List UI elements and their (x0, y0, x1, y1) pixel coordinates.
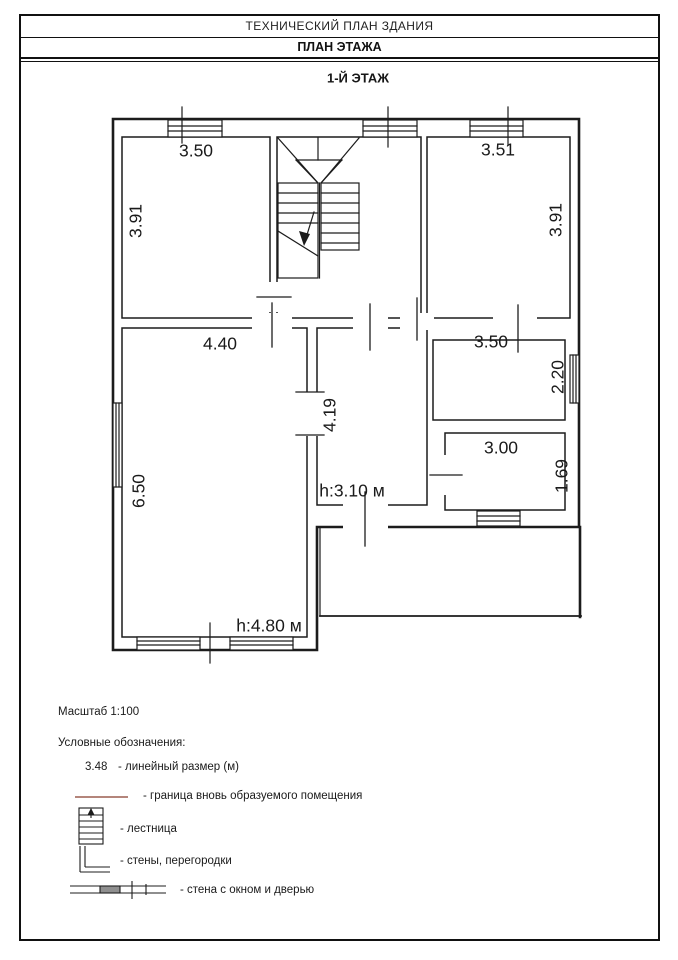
sheet-title: ПЛАН ЭТАЖА (297, 40, 382, 54)
walls-legend-icon (78, 846, 110, 874)
window-door-wall-icon (70, 881, 174, 899)
ceiling-height-label: h:4.80 м (236, 615, 302, 636)
ceiling-height-label: h:3.10 м (319, 480, 385, 501)
legend-title: Условные обозначения: (58, 737, 186, 749)
dimension-label: 2.20 (547, 359, 568, 395)
scale-note: Масштаб 1:100 (58, 706, 140, 718)
dimension-label: 6.50 (128, 473, 149, 509)
dimension-label: 3.91 (545, 202, 566, 238)
dimension-label: 4.40 (202, 333, 238, 354)
stairs-legend-icon (78, 806, 104, 846)
dimension-label: 3.50 (473, 331, 509, 352)
dimension-label: 1.69 (551, 458, 572, 494)
dimension-label: 3.00 (483, 437, 519, 458)
boundary-legend-label: - граница вновь образуемого помещения (143, 790, 363, 802)
floor-title: 1-Й ЭТАЖ (326, 70, 390, 86)
walls-legend-label: - стены, перегородки (120, 855, 232, 867)
document-title: ТЕХНИЧЕСКИЙ ПЛАН ЗДАНИЯ (21, 16, 658, 38)
stairs-legend-label: - лестница (120, 823, 177, 835)
dimension-label: 3.51 (480, 139, 516, 160)
window-door-wall-label: - стена с окном и дверью (180, 884, 315, 896)
legend-dimension-label: - линейный размер (м) (118, 761, 239, 773)
dimension-label: 3.91 (125, 203, 146, 239)
dimension-label: 4.19 (319, 397, 340, 433)
legend-dimension-sample: 3.48 (85, 761, 108, 773)
dimension-label: 3.50 (178, 140, 214, 161)
boundary-line-icon (75, 796, 128, 798)
